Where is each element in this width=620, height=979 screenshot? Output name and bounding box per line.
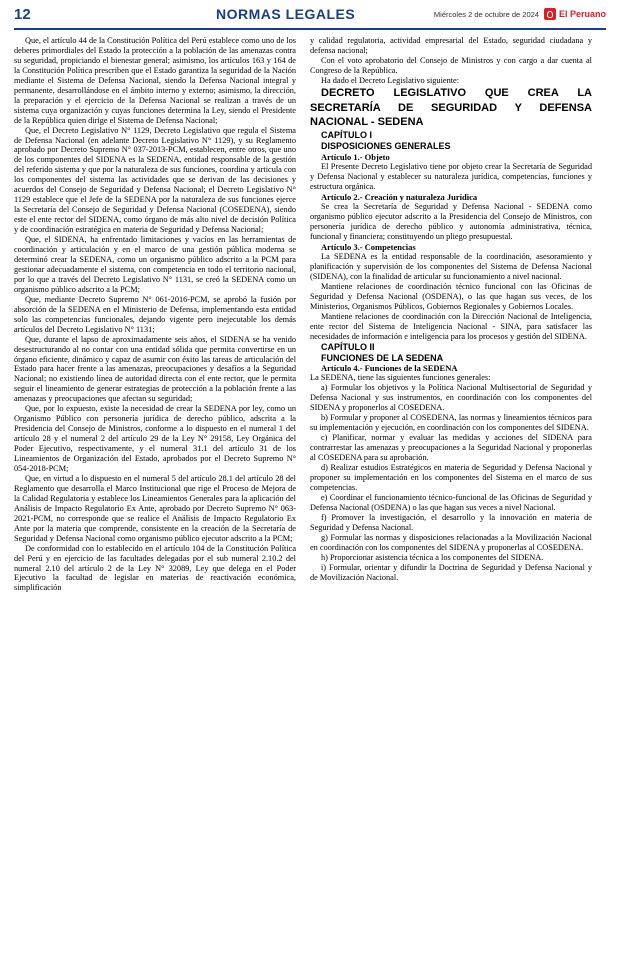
article-4-item: h) Proporcionar asistencia técnica a los componentes del SIDENA. — [321, 552, 544, 562]
paragraph: Que, mediante Decreto Supremo N° 061-2016-PCM, se aprobó la fusión por absorción de la SEDENA en el Ministerio de Defensa, implementando esta entidad solo las competencias funcionales, dejando vigente pero inejecutable los demás artículos del Decreto Legislativo N° 1131; — [14, 294, 296, 334]
article-1-body: El Presente Decreto Legislativo tiene por objeto crear la Secretaría de Seguridad y Defensa Nacional y establecer su naturaleza jurídica, competencias, funciones y estructura orgánica. — [310, 162, 592, 191]
peruano-emblem-icon — [544, 8, 556, 20]
article-4-item: g) Formular las normas y disposiciones relacionadas a la Movilización Nacional en coordinación con los componentes del SIDENA y proponerlas al COSEDENA. — [310, 532, 592, 552]
page-masthead — [14, 0, 606, 30]
paragraph: Que, en virtud a lo dispuesto en el numeral 5 del artículo 28.1 del artículo 28 del Reglamento que desarrolla el Marco Institucional que rige el Proceso de Mejora de la Calidad Regulatoria y establece los Lineamientos Generales para la aplicación del Análisis de Impacto Regulatorio Ex Ante, aprobado por Decreto Supremo N° 063-2021-PCM, no corresponde que se realice el Análisis de Impacto Regulatorio Ex Ante por la materia que comprende, consistente en la creación de la Secretaría de Seguridad y Defensa Nacional como organismo público ejecutor adscrito a la PCM; — [14, 473, 296, 543]
right-column — [310, 36, 592, 968]
paragraph: Que, el artículo 44 de la Constitución Política del Perú establece como uno de los deberes primordiales del Estado la protección a la población de las amenazas contra su seguridad, propiciando el bienestar general; asimismo, los artículos 163 y 164 de la Constitución Política prescriben que el Estado garantiza la seguridad de la Nación mediante el Sistema de Defensa Nacional, siendo la Defensa Nacional integral y permanente, desarrollándose en el ámbito interno y externo; asimismo, la dirección, la preparación y el ejercicio de la Defensa Nacional se realizan a través de un sistema cuya organización y cuyas funciones determina la Ley, siendo el Presidente de la República quien dirige el Sistema de Defensa Nacional; — [14, 36, 296, 125]
article-3-paragraph: Mantiene relaciones de coordinación técnico funcional con las Oficinas de Seguridad y Defensa Nacional (OSDENA), o las que hagan sus veces, de los Ministerios, Organismos Públicos, Gobiernos Regionales y Gobiernos Locales. — [310, 281, 592, 311]
paragraph: Que, por lo expuesto, existe la necesidad de crear la SEDENA por ley, como un Organismo Público con personería jurídica de derecho público, adscrita a la Presidencia del Consejo de Ministros, conforme a lo dispuesto en el numeral 1 del artículo 28 y el numeral 2 del artículo 29 de la Ley N° 29158, Ley Orgánica del Poder Ejecutivo, respectivamente, y el numeral 31.1 del artículo 31 de los Lineamientos de Organización del Estado, aprobados por el Decreto Supremo N° 054-2018-PCM; — [14, 404, 296, 473]
article-3-paragraph: Mantiene relaciones de coordinación con la Dirección Nacional de Inteligencia, ente rector del Sistema de Inteligencia Nacional - SINA, para satisfacer las necesidades de información e inteligencia para los procesos y gestión del SIDENA. — [310, 311, 592, 341]
article-3-paragraph: La SEDENA es la entidad responsable de la coordinación, asesoramiento y planificación y supervisión de los componentes del Sistema de Defensa Nacional (SIDENA), con la finalidad de articular su funcionamiento a nivel nacional. — [310, 252, 592, 282]
paragraph: Ha dado el Decreto Legislativo siguiente: — [321, 75, 460, 85]
article-4-intro: La SEDENA, tiene las siguientes funciones generales: — [310, 373, 491, 383]
article-2-heading: Artículo 2.- Creación y naturaleza Jurídica — [321, 191, 478, 202]
article-4-item: c) Planificar, normar y evaluar las medidas y acciones del SIDENA para contrarrestar las amenazas y preocupaciones a la Seguridad Nacional y proponerlas al COSEDENA para su aprobación. — [310, 433, 592, 463]
chapter-1-heading: CAPÍTULO I — [321, 130, 372, 141]
el-peruano-logo — [544, 8, 606, 20]
chapter-1-subtitle: DISPOSICIONES GENERALES — [321, 141, 451, 152]
left-column — [14, 36, 296, 968]
paragraph: y calidad regulatoria, actividad empresarial del Estado, seguridad ciudadana y defensa nacional; — [310, 36, 592, 55]
publication-date: Miércoles 2 de octubre de 2024 — [433, 9, 539, 19]
paragraph: De conformidad con lo establecido en el artículo 104 de la Constitución Política del Perú y en ejercicio de las facultades delegadas por el sub numeral 2.10.2 del numeral 2.10 del artículo 2 de la Ley N° 32089, Ley que delega en el Poder Ejecutivo la facultad de legislar en materias de reactivación económica, simplificación — [14, 543, 296, 593]
article-4-item: a) Formular los objetivos y la Política Nacional Multisectorial de Seguridad y Defensa Nacional y sus instrumentos, en coordinación con los componentes del SIDENA y proponerlos al COSEDENA. — [310, 383, 592, 413]
article-2-body: Se crea la Secretaría de Seguridad y Defensa Nacional - SEDENA como organismo público ejecutor adscrito a la Presidencia del Consejo de Ministros, con personería jurídica de derecho público y autonomía administrativa, técnica, funcional y financiera; constituyendo un pliego presupuestal. — [310, 202, 592, 241]
chapter-2-subtitle: FUNCIONES DE LA SEDENA — [321, 352, 444, 363]
masthead-right-group — [434, 8, 606, 20]
page-number: 12 — [14, 5, 31, 23]
article-4-item: i) Formular, orientar y difundir la Doctrina de Seguridad y Defensa Nacional y de Movilización Nacional. — [310, 562, 592, 582]
paragraph: Que, el Decreto Legislativo N° 1129, Decreto Legislativo que regula el Sistema de Defensa Nacional (en adelante Decreto Legislativo N° 1129), y su Reglamento aprobado por Decreto Supremo N° 037-2013-PCM, establecen, entre otros, que uno de los componentes del SIDENA es la SEDENA, entidad responsable de la gestión del referido sistema y que por la naturaleza de sus funciones, coordina y articula con los componentes del sistema las actividades que se derivan de las decisiones y acuerdos del Consejo de Seguridad y Defensa Nacional; el Decreto Legislativo N° 1129 establece que el Jefe de la SEDENA por la naturaleza de sus funciones ejerce la Secretaría del Consejo de Seguridad y Defensa Nacional (COSEDENA), siendo este el ente rector del SIDENA, como órgano de más alto nivel de decisión Política y de coordinación estratégica en materia de Seguridad y Defensa Nacional; — [14, 125, 296, 235]
article-4-heading: Artículo 4.- Funciones de la SEDENA — [321, 363, 458, 374]
article-3-heading: Artículo 3.- Competencias — [321, 241, 416, 252]
publisher-name: El Peruano — [558, 9, 606, 19]
paragraph: Que, el SIDENA, ha enfrentado limitaciones y vacíos en las herramientas de coordinación y articulación y en el marco de una gestión pública moderna se determinó crear la SEDENA, como un organismo público adscrito a la PCM para gestionar adecuadamente el sistema, con competencia en todo el territorio nacional, por lo que a través del Decreto Legislativo N° 1131, se creó la SEDENA como un organismo público adscrito a la PCM; — [14, 235, 296, 294]
decree-title: DECRETO LEGISLATIVO QUE CREA LA SECRETARÍA DE SEGURIDAD Y DEFENSA NACIONAL - SEDENA — [310, 86, 592, 129]
article-4-item: b) Formular y proponer al COSEDENA, las normas y lineamientos técnicos para su implementación y ejecución, en coordinación con los componentes del SIDENA. — [310, 413, 592, 433]
article-4-item: e) Coordinar el funcionamiento técnico-funcional de las Oficinas de Seguridad y Defensa Nacional (OSDENA) o las que hagan sus veces a nivel Nacional. — [310, 492, 592, 512]
publication-title: NORMAS LEGALES — [216, 6, 356, 22]
article-1-heading: Artículo 1.- Objeto — [321, 151, 390, 162]
article-4-item: d) Realizar estudios Estratégicos en materia de Seguridad y Defensa Nacional y proponer su implementación en los componentes del Sistema en el marco de sus competencias. — [310, 463, 592, 492]
paragraph: Que, durante el lapso de aproximadamente seis años, el SIDENA se ha venido desestructurando al no contar con una entidad sólida que permita convertirse en un órgano eficiente, dinámico y capaz de asumir con éxito las tareas de articulación del Estado para hacer frente a las amenazas, preocupaciones y desafíos a la Seguridad Nacional; no existiendo línea de autoridad directa con el ente rector, que le permita seguir el lineamiento de generar estrategias de protección a la población frente a las amenazas y preocupaciones que afectan su seguridad; — [14, 334, 296, 404]
article-4-item: f) Promover la investigación, el desarrollo y la innovación en materia de Seguridad y Defensa Nacional. — [310, 512, 592, 532]
chapter-2-heading: CAPÍTULO II — [321, 341, 375, 352]
article-columns — [14, 36, 606, 968]
paragraph: Con el voto aprobatorio del Consejo de Ministros y con cargo a dar cuenta al Congreso de la República. — [310, 55, 592, 75]
